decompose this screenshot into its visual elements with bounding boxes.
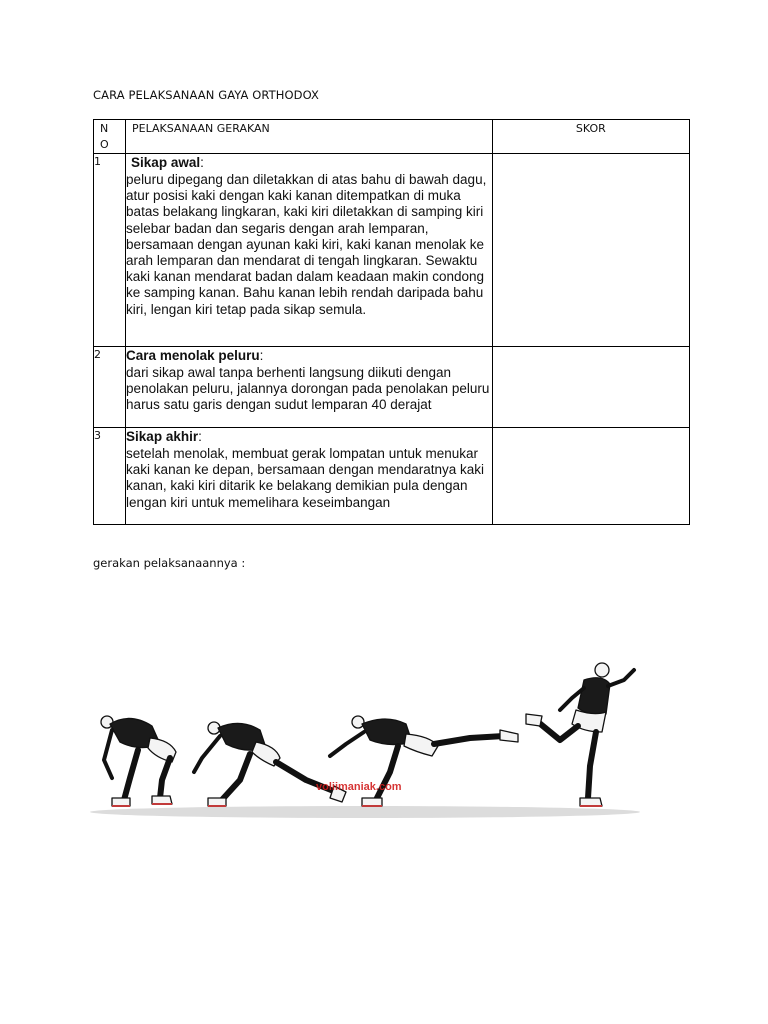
header-no: NO — [94, 120, 126, 154]
row-score[interactable] — [492, 347, 689, 428]
header-action: PELAKSANAAN GERAKAN — [126, 120, 493, 154]
row-score[interactable] — [492, 428, 689, 525]
row-number: 2 — [94, 347, 126, 428]
row-action: Sikap awal: peluru dipegang dan diletakkan di atas bahu di bawah dagu, atur posisi kaki dengan kaki kanan ditempatkan di muka batas belakang lingkaran, kaki kiri diletakkan di samping kiri selebar badan dan segaris dengan arah lemparan, bersamaan dengan ayunan kaki kiri, kaki kanan menolak ke arah lemparan dan mendarat di tengah lingkaran. Sewaktu kaki kanan mendarat badan dalam keadaan makin condong ke samping kanan. Bahu kanan lebih rendah daripada bahu kiri, lengan kiri tetap pada sikap semula. — [126, 154, 493, 347]
header-score: SKOR — [492, 120, 689, 154]
ground-shadow — [90, 806, 640, 818]
row-action: Sikap akhir: setelah menolak, membuat gerak lompatan untuk menukar kaki kanan ke depan, bersamaan dengan mendaratnya kaki kanan, kaki kiri ditarik ke belakang demikian pula dengan lengan kiri untuk memelihara keseimbangan — [126, 428, 493, 525]
steps-table — [93, 119, 690, 525]
row-score[interactable] — [492, 154, 689, 347]
row-text: peluru dipegang dan diletakkan di atas bahu di bawah dagu, atur posisi kaki dengan kaki kanan ditempatkan di muka batas belakang lingkaran, kaki kiri diletakkan di samping kiri selebar badan dan segaris dengan arah lemparan, bersamaan dengan ayunan kaki kiri, kaki kanan menolak ke arah lemparan dan mendarat di tengah lingkaran. Sewaktu kaki kanan mendarat badan dalam keadaan makin condong ke samping kanan. Bahu kanan lebih rendah daripada bahu kiri, lengan kiri tetap pada sikap semula. — [126, 172, 487, 317]
table-row — [94, 347, 690, 428]
document-title: CARA PELAKSANAAN GAYA ORTHODOX — [93, 88, 320, 102]
row-heading: Cara menolak peluru — [126, 348, 260, 363]
row-action: Cara menolak peluru: dari sikap awal tanpa berhenti langsung diikuti dengan penolakan peluru, jalannya dorongan pada penolakan peluru harus satu garis dengan sudut lemparan 40 derajat — [126, 347, 493, 428]
athlete-figure-1 — [101, 716, 176, 806]
athlete-figure-2 — [194, 722, 346, 806]
table-header-row — [94, 120, 690, 154]
illustration-caption: gerakan pelaksanaannya : — [93, 556, 246, 570]
table-row — [94, 154, 690, 347]
row-number: 1 — [94, 154, 126, 347]
shot-put-sequence-illustration — [90, 640, 650, 840]
athlete-figure-4 — [526, 663, 634, 806]
row-text: setelah menolak, membuat gerak lompatan untuk menukar kaki kanan ke depan, bersamaan dengan mendaratnya kaki kanan, kaki kiri ditarik ke belakang demikian pula dengan lengan kiri untuk memelihara keseimbangan — [126, 446, 485, 510]
row-number: 3 — [94, 428, 126, 525]
row-heading: Sikap akhir — [126, 429, 199, 444]
row-text: dari sikap awal tanpa berhenti langsung diikuti dengan penolakan peluru, jalannya dorongan pada penolakan peluru harus satu garis dengan sudut lemparan 40 derajat — [126, 365, 490, 413]
illustration-watermark: voliimaniak.com — [316, 781, 402, 793]
row-heading: Sikap awal — [131, 155, 201, 170]
table-row — [94, 428, 690, 525]
